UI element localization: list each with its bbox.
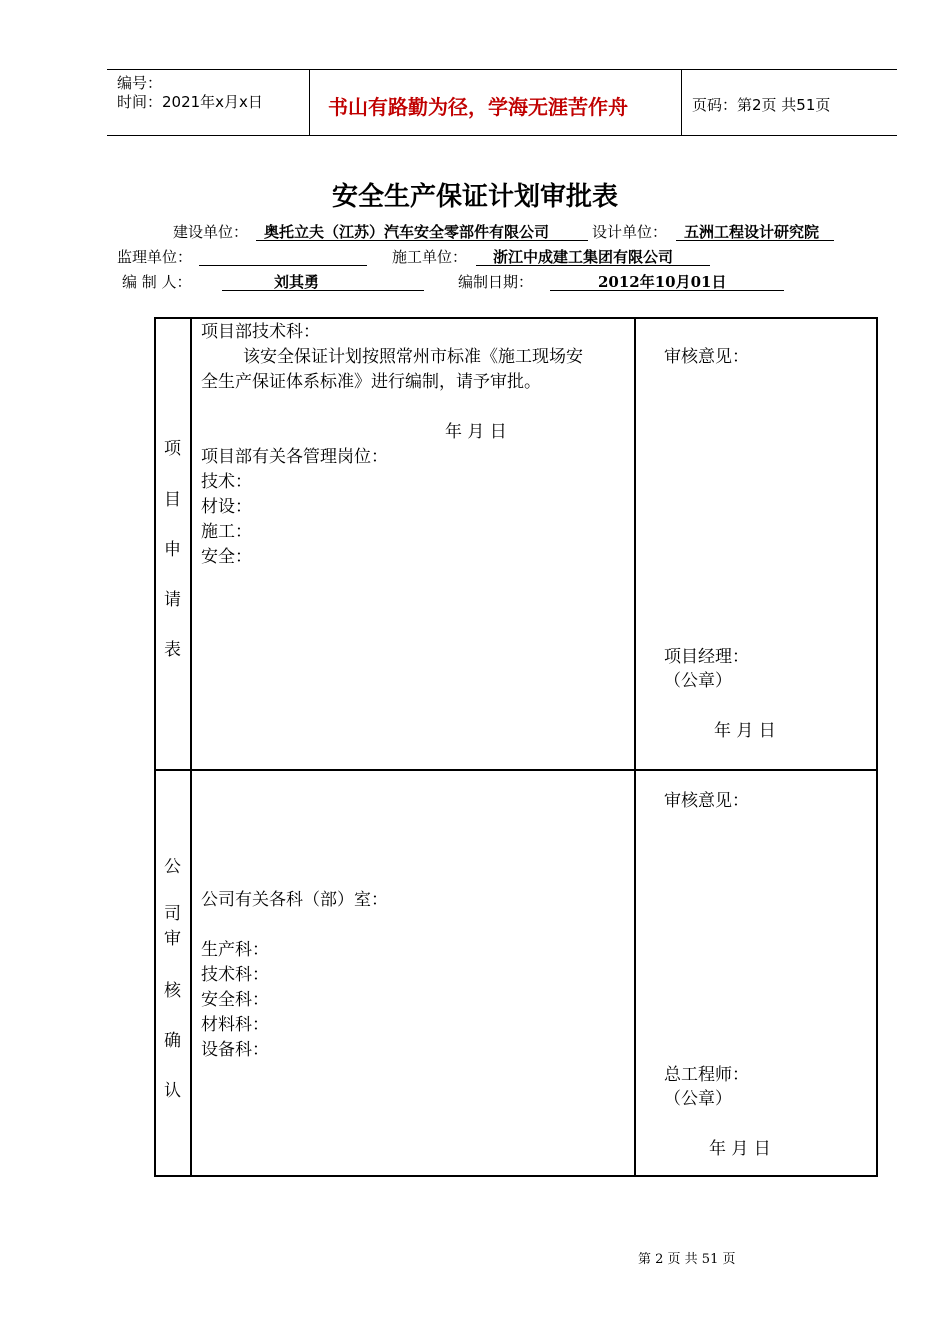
section1-side-char-4: 请 bbox=[164, 590, 181, 610]
constructor-label: 施工单位： bbox=[392, 248, 468, 266]
header-top-rule bbox=[107, 69, 897, 70]
section1-dept: 项目部技术科： bbox=[201, 322, 320, 342]
section1-side-char-3: 申 bbox=[164, 540, 181, 560]
section1-post-construction: 施工： bbox=[201, 522, 252, 542]
section2-dept-material: 材料科： bbox=[201, 1015, 269, 1035]
date-label: 编制日期： bbox=[458, 273, 534, 291]
section1-date-line: 年 月 日 bbox=[445, 422, 507, 442]
supervisor-underline bbox=[199, 265, 367, 266]
header-divider-1 bbox=[309, 69, 310, 135]
section1-post-safety: 安全： bbox=[201, 547, 252, 567]
builder-label: 建设单位： bbox=[173, 223, 249, 241]
author-underline bbox=[222, 290, 424, 291]
date-underline bbox=[550, 290, 784, 291]
section1-side-char-2: 目 bbox=[164, 490, 181, 510]
section2-sign-date: 年 月 日 bbox=[709, 1139, 771, 1159]
header-divider-2 bbox=[681, 69, 682, 135]
section2-dept-tech: 技术科： bbox=[201, 965, 269, 985]
section2-side-char-3: 核 bbox=[164, 981, 181, 1001]
section2-side-char-4: 确 bbox=[164, 1031, 181, 1051]
section2-seal-label: （公章） bbox=[664, 1089, 732, 1109]
section2-review-label: 审核意见： bbox=[664, 791, 749, 811]
section2-side-char-2: 司审 bbox=[164, 904, 181, 949]
table-row-divider bbox=[154, 769, 878, 771]
time-label: 时间：2021年x月x日 bbox=[117, 93, 263, 111]
designer-label: 设计单位： bbox=[592, 223, 668, 241]
page-footer: 第 2 页 共 51 页 bbox=[638, 1252, 736, 1267]
section1-posts-title: 项目部有关各管理岗位： bbox=[201, 447, 388, 467]
table-col-divider-1 bbox=[190, 317, 192, 1177]
section1-body-line1: 该安全保证计划按照常州市标准《施工现场安 bbox=[243, 347, 583, 367]
section1-body-line2: 全生产保证体系标准》进行编制，请予审批。 bbox=[201, 372, 541, 392]
section1-sign-date: 年 月 日 bbox=[714, 721, 776, 741]
page-title: 安全生产保证计划审批表 bbox=[331, 182, 618, 212]
section1-side-char-5: 表 bbox=[164, 640, 181, 660]
section2-dept-production: 生产科： bbox=[201, 940, 269, 960]
section1-post-tech: 技术： bbox=[201, 472, 252, 492]
serial-label: 编号： bbox=[117, 74, 163, 92]
section2-engineer-label: 总工程师： bbox=[664, 1065, 749, 1085]
author-label: 编 制 人： bbox=[122, 273, 192, 291]
constructor-underline bbox=[476, 265, 710, 266]
builder-underline bbox=[256, 240, 588, 241]
section2-dept-equipment: 设备科： bbox=[201, 1040, 269, 1060]
constructor-value: 浙江中成建工集团有限公司 bbox=[493, 248, 674, 266]
section2-side-char-5: 认 bbox=[164, 1081, 181, 1101]
section2-depts-title: 公司有关各科（部）室： bbox=[201, 890, 388, 910]
page-info: 页码：第2页 共51页 bbox=[692, 96, 831, 114]
date-value: 2012年10月01日 bbox=[598, 273, 727, 291]
section1-post-material: 材设： bbox=[201, 497, 252, 517]
motto: 书山有路勤为径，学海无涯苦作舟 bbox=[328, 95, 628, 119]
author-value: 刘其勇 bbox=[274, 273, 320, 291]
section2-dept-safety: 安全科： bbox=[201, 990, 269, 1010]
section1-seal-label: （公章） bbox=[664, 671, 732, 691]
section1-review-label: 审核意见： bbox=[664, 347, 749, 367]
builder-value: 奥托立夫（江苏）汽车安全零部件有限公司 bbox=[264, 223, 550, 241]
supervisor-label: 监理单位： bbox=[117, 248, 193, 266]
header-bottom-rule bbox=[107, 135, 897, 136]
section1-manager-label: 项目经理： bbox=[664, 647, 749, 667]
designer-value: 五洲工程设计研究院 bbox=[684, 223, 820, 241]
section1-side-char-1: 项 bbox=[164, 439, 181, 459]
designer-underline bbox=[676, 240, 834, 241]
section2-side-char-1: 公 bbox=[164, 857, 181, 877]
table-col-divider-2 bbox=[634, 317, 636, 1177]
